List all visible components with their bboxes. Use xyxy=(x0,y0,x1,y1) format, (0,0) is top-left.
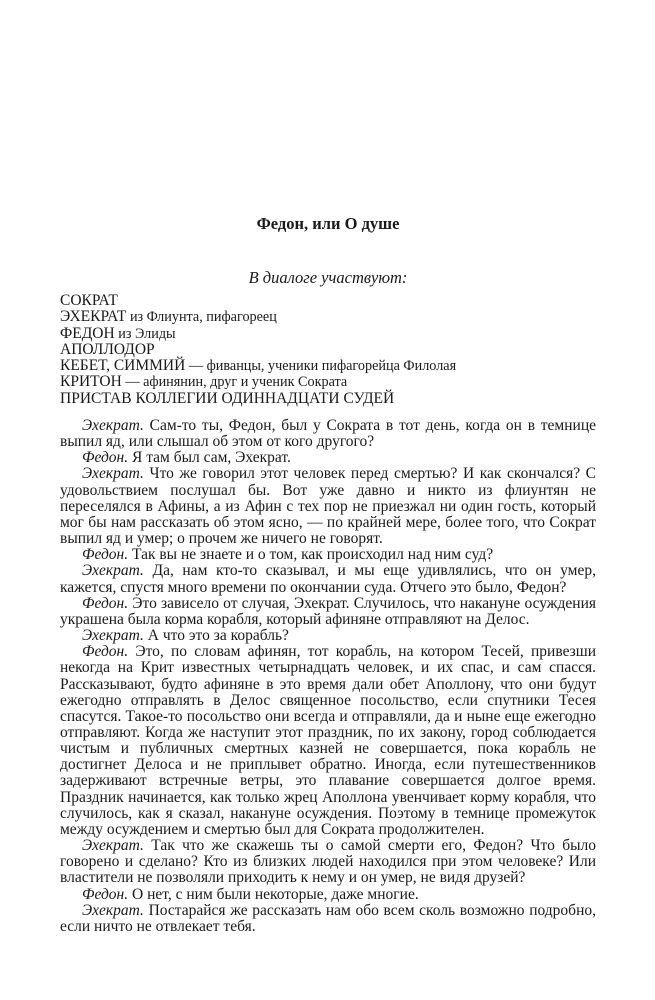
cast-item xyxy=(60,391,596,407)
dialogue-paragraph xyxy=(60,628,596,644)
cast-item xyxy=(60,358,596,374)
speech-text: Да, нам кто-то сказывал, и мы еще удивлялись, что он умер, кажется, спустя много времени по окончании суда. Отчего это было, Федон? xyxy=(60,562,596,596)
speaker-name: Федон. xyxy=(82,449,129,467)
speech-text: О нет, с ним были некоторые, даже многие. xyxy=(128,885,419,903)
cast-list xyxy=(60,293,596,407)
speech-text: Это, по словам афинян, тот корабль, на котором Тесей, привезши некогда на Крит известных четырнадцать человек, и их спас, и сам спасся. Рассказывают, будто афиняне в это время дали обет Аполлону, что они будут ежегодно отправлять в Делос священное посольство, если спутники Тесея спасутся. Такое-то посольство они всегда и отправляли, да и ныне еще ежегодно отправляют. Когда же наступит этот праздник, по их закону, город соблюдается чистым и публичных смертных казней не совершается, пока корабль не достигнет Делоса и не приплывет обратно. Иногда, если путешественников задерживают встречные ветры, это плавание совершается долгое время. Праздник начинается, как только жрец Аполлона увенчивает корму корабля, что случилось, как я сказал, накануне осуждения. Поэтому в темнице промежуток между осуждением и смертью был для Сократа продолжителен. xyxy=(60,643,596,838)
speech-text: А что это за корабль? xyxy=(143,627,289,645)
speaker-name: Эхекрат. xyxy=(82,837,144,855)
dialogue-paragraph xyxy=(60,903,596,935)
dialogue-paragraph xyxy=(60,596,596,628)
cast-item xyxy=(60,293,596,309)
speech-text: Так вы не знаете и о том, как происходил над ним суд? xyxy=(128,546,494,564)
speaker-name: Эхекрат. xyxy=(82,562,144,580)
speech-text: Так что же скажешь ты о самой смерти его, Федон? Что было говорено и сделано? Кто из близких людей находился при этом человеке? Или властители не позволяли приходить к нему и он умер, не видя друзей? xyxy=(60,837,596,887)
cast-name: ПРИСТАВ КОЛЛЕГИИ ОДИННАДЦАТИ СУДЕЙ xyxy=(60,389,395,407)
speaker-name: Эхекрат. xyxy=(82,417,144,434)
dialogue-text xyxy=(60,418,596,935)
cast-name: СОКРАТ xyxy=(60,292,118,309)
cast-name: ЭХЕКРАТ xyxy=(60,308,127,326)
speech-text: Это зависело от случая, Эхекрат. Случилось, что накануне осуждения украшена была корма корабля, который афиняне отправляют на Делос. xyxy=(60,594,596,628)
cast-name: ФЕДОН xyxy=(60,324,115,342)
book-page xyxy=(60,0,596,1000)
speaker-name: Федон. xyxy=(82,546,129,564)
cast-item xyxy=(60,309,596,325)
cast-description: — фиванцы, ученики пифагорейца Филолая xyxy=(185,358,457,375)
dialogue-paragraph xyxy=(60,418,596,450)
speaker-name: Федон. xyxy=(82,885,129,903)
cast-name: АПОЛЛОДОР xyxy=(60,340,155,358)
speech-text: Сам-то ты, Федон, был у Сократа в тот день, когда он в темнице выпил яд, или слышал об этом от кого другого? xyxy=(60,417,596,451)
cast-description: — афинянин, друг и ученик Сократа xyxy=(121,374,348,391)
dialogue-paragraph xyxy=(60,450,596,466)
speech-text: Что же говорил этот человек перед смертью? И как скончался? С удовольствием послушал бы. Вот уже давно и никто из флиунтян не переселялся в Афины, а из Афин с тех пор не приезжал ни один гость, который мог бы нам рассказать об этом ясно, — по крайней мере, более того, что Сократ выпил яд и умер; о прочем же ничего не говорят. xyxy=(60,465,596,548)
dialogue-paragraph xyxy=(60,838,596,886)
dialogue-paragraph xyxy=(60,887,596,903)
dialogue-paragraph xyxy=(60,466,596,547)
cast-heading: В диалоге участвуют: xyxy=(248,268,408,287)
cast-item xyxy=(60,342,596,358)
dialogue-paragraph xyxy=(60,547,596,563)
cast-description: из Элиды xyxy=(114,325,176,342)
speaker-name: Эхекрат. xyxy=(82,627,144,645)
speaker-name: Эхекрат. xyxy=(82,465,144,483)
cast-name: КРИТОН xyxy=(60,373,122,391)
dialogue-paragraph xyxy=(60,563,596,595)
speech-text: Постарайся же рассказать нам обо всем сколь возможно подробно, если ничто не отвлекает тебя. xyxy=(60,901,596,935)
speaker-name: Федон. xyxy=(82,643,129,661)
cast-name: КЕБЕТ, СИММИЙ xyxy=(60,357,186,375)
page-title: Федон, или О душе xyxy=(256,214,400,233)
speech-text: Я там был сам, Эхекрат. xyxy=(128,449,291,467)
speaker-name: Федон. xyxy=(82,594,129,612)
speaker-name: Эхекрат. xyxy=(82,901,144,919)
cast-item xyxy=(60,374,596,390)
dialogue-paragraph xyxy=(60,644,596,838)
cast-description: из Флиунта, пифагореец xyxy=(126,309,277,326)
cast-item xyxy=(60,326,596,342)
